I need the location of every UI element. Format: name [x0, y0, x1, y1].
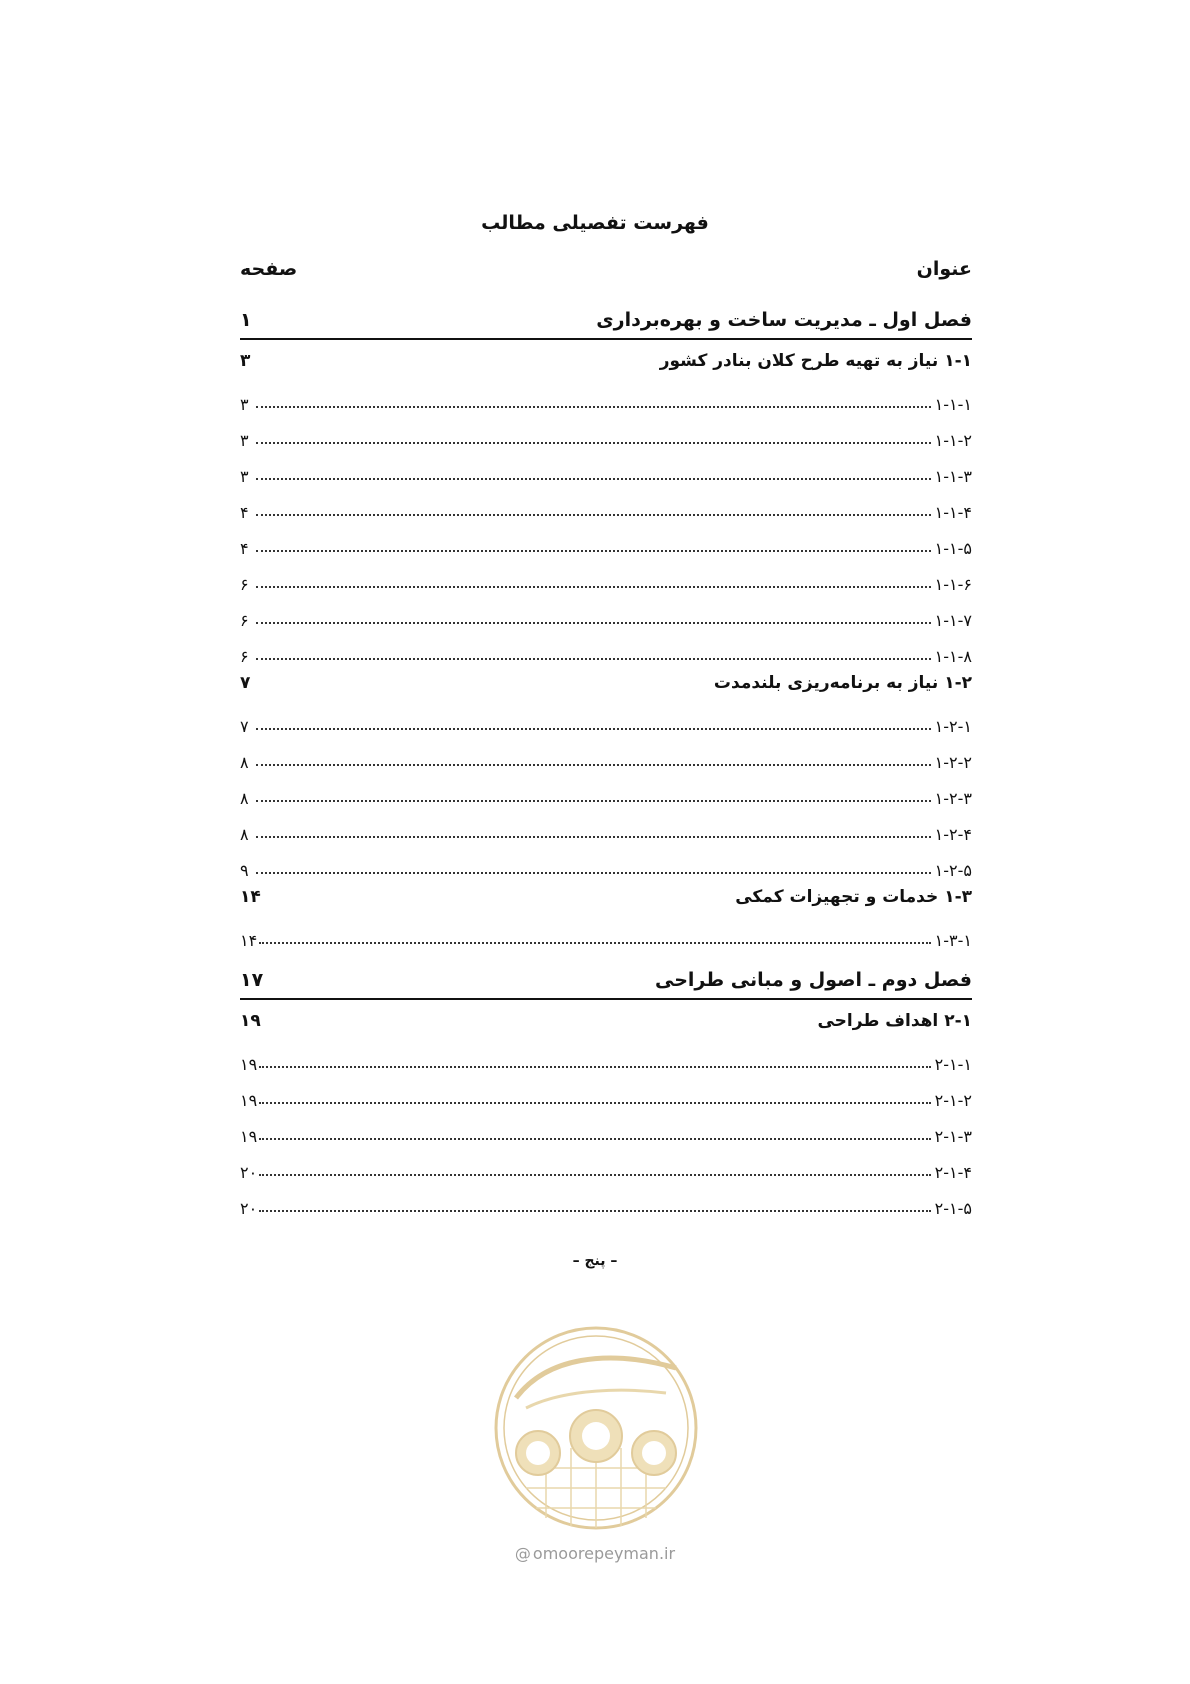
dot-leader [256, 550, 931, 552]
section-1-2-row[interactable] [240, 666, 972, 700]
dot-leader [256, 586, 931, 588]
section-1-1-row[interactable] [240, 344, 972, 378]
entry-page: ۶ [240, 575, 249, 594]
dot-leader [256, 622, 931, 624]
title-column-header: عنوان [916, 258, 972, 280]
toc-entry[interactable] [240, 700, 972, 736]
spacer [240, 950, 972, 962]
entry-page: ۳ [240, 395, 249, 414]
chapter-1-page: ۱ [240, 309, 252, 331]
watermark-url[interactable] [0, 1544, 1190, 1563]
entry-label: ۲-۱-۱ [934, 1055, 972, 1074]
toc-entry[interactable] [240, 594, 972, 630]
toc-entry[interactable] [240, 844, 972, 880]
entry-label: ۱-۱-۴ [934, 503, 972, 522]
dot-leader [256, 442, 931, 444]
toc-entry[interactable] [240, 772, 972, 808]
entry-label: ۱-۱-۶ [934, 575, 972, 594]
entry-page: ۱۴ [240, 931, 258, 950]
entry-page: ۳ [240, 431, 249, 450]
toc-entry[interactable] [240, 1182, 972, 1218]
entry-page: ۲۰ [240, 1163, 258, 1182]
dot-leader [259, 1102, 930, 1104]
chapter-2-title: فصل دوم ـ اصول و مبانی طراحی [654, 969, 972, 991]
dot-leader [256, 514, 931, 516]
entry-page: ۶ [240, 647, 249, 666]
section-1-2-page: ۷ [240, 673, 251, 693]
section-1-3-row[interactable] [240, 880, 972, 914]
toc-entry[interactable] [240, 808, 972, 844]
entry-label: ۱-۳-۱ [934, 931, 972, 950]
entry-page: ۴ [240, 503, 249, 522]
chapter-2-row[interactable] [240, 962, 972, 1000]
section-2-1-row[interactable] [240, 1004, 972, 1038]
entry-label: ۲-۱-۵ [934, 1199, 972, 1218]
entry-label: ۱-۱-۸ [934, 647, 972, 666]
watermark-url-text: omoorepeyman.ir [532, 1544, 676, 1563]
dot-leader [259, 942, 930, 944]
entry-page: ۳ [240, 467, 249, 486]
toc-entry[interactable] [240, 558, 972, 594]
dot-leader [256, 406, 931, 408]
section-2-1-title: ۲-۱ اهداف طراحی [817, 1011, 972, 1031]
entry-page: ۹ [240, 861, 249, 880]
toc-entry[interactable] [240, 1074, 972, 1110]
entry-label: ۱-۱-۵ [934, 539, 972, 558]
toc-entry[interactable] [240, 630, 972, 666]
section-1-2-title: ۱-۲ نیاز به برنامه‌ریزی بلندمدت [713, 673, 972, 693]
entry-label: ۱-۱-۳ [934, 467, 972, 486]
entry-page: ۴ [240, 539, 249, 558]
dot-leader [256, 800, 931, 802]
toc-entry[interactable] [240, 378, 972, 414]
chapter-1-title: فصل اول ـ مدیریت ساخت و بهره‌برداری [596, 309, 972, 331]
entry-label: ۱-۲-۱ [934, 717, 972, 736]
entry-label: ۱-۲-۴ [934, 825, 972, 844]
chapter-2-page: ۱۷ [240, 969, 264, 991]
entry-page: ۱۹ [240, 1055, 258, 1074]
dot-leader [256, 836, 931, 838]
entry-label: ۱-۱-۷ [934, 611, 972, 630]
entry-page: ۸ [240, 753, 249, 772]
toc-entry[interactable] [240, 522, 972, 558]
chapter-1-row[interactable] [240, 302, 972, 340]
toc-entry[interactable] [240, 450, 972, 486]
toc-entry[interactable] [240, 414, 972, 450]
dot-leader [256, 872, 931, 874]
dot-leader [259, 1210, 930, 1212]
page-column-header: صفحه [240, 258, 298, 280]
entry-label: ۱-۱-۱ [934, 395, 972, 414]
toc-entry[interactable] [240, 486, 972, 522]
entry-label: ۲-۱-۲ [934, 1091, 972, 1110]
entry-page: ۶ [240, 611, 249, 630]
page-number-footer: – پنج – [572, 1253, 618, 1269]
dot-leader [256, 478, 931, 480]
toc-entry[interactable] [240, 1146, 972, 1182]
entry-page: ۸ [240, 789, 249, 808]
dot-leader [256, 764, 931, 766]
entry-page: ۸ [240, 825, 249, 844]
dot-leader [256, 658, 931, 660]
section-1-3-page: ۱۴ [240, 887, 261, 907]
page-title: فهرست تفصیلی مطالب [481, 212, 709, 234]
toc-entry[interactable] [240, 1038, 972, 1074]
dot-leader [259, 1138, 930, 1140]
table-of-contents [240, 258, 972, 1218]
entry-page: ۱۹ [240, 1091, 258, 1110]
toc-entry[interactable] [240, 1110, 972, 1146]
dot-leader [259, 1066, 930, 1068]
entry-label: ۲-۱-۳ [934, 1127, 972, 1146]
watermark-seal-icon [486, 1318, 706, 1548]
dot-leader [256, 728, 931, 730]
entry-label: ۱-۲-۵ [934, 861, 972, 880]
toc-header [240, 258, 972, 288]
section-1-1-title: ۱-۱ نیاز به تهیه طرح کلان بنادر کشور [659, 351, 972, 371]
entry-page: ۲۰ [240, 1199, 258, 1218]
section-1-3-title: ۱-۳ خدمات و تجهیزات کمکی [735, 887, 972, 907]
section-1-1-page: ۳ [240, 351, 251, 371]
toc-entry[interactable] [240, 914, 972, 950]
entry-page: ۱۹ [240, 1127, 258, 1146]
section-2-1-page: ۱۹ [240, 1011, 261, 1031]
dot-leader [259, 1174, 930, 1176]
entry-label: ۱-۱-۲ [934, 431, 972, 450]
entry-label: ۱-۲-۳ [934, 789, 972, 808]
entry-label: ۱-۲-۲ [934, 753, 972, 772]
at-icon: @ [514, 1544, 531, 1563]
entry-page: ۷ [240, 717, 249, 736]
entry-label: ۲-۱-۴ [934, 1163, 972, 1182]
toc-entry[interactable] [240, 736, 972, 772]
